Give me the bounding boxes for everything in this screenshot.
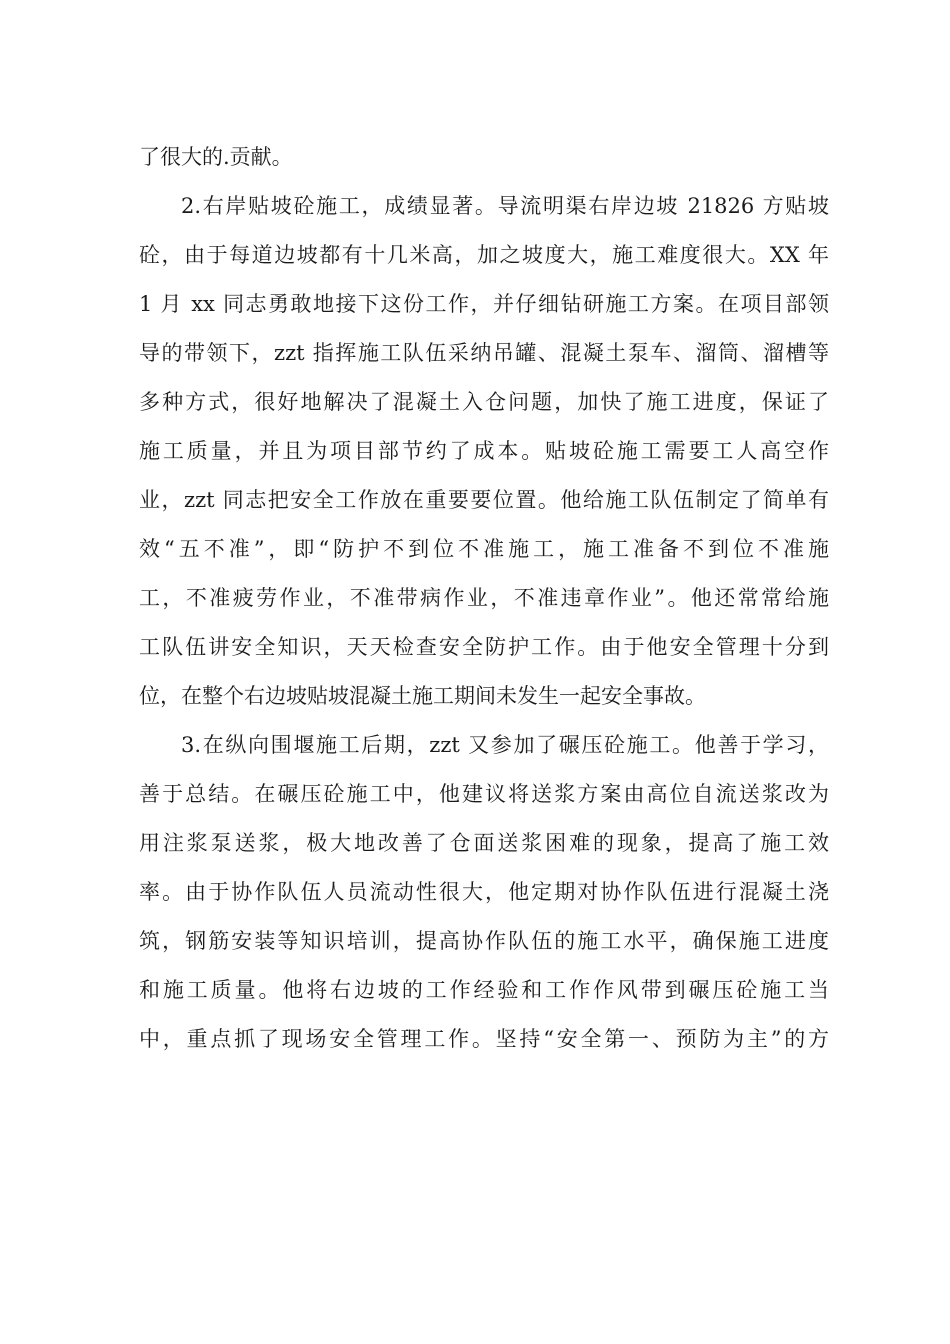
text-line: 3.在纵向围堰施工后期，zzt 又参加了碾压砼施工。他善于学习， [181, 733, 829, 757]
text-line: 多种方式，很好地解决了混凝土入仓问题，加快了施工进度，保证了 [139, 390, 829, 414]
text-line: 工队伍讲安全知识，天天检查安全防护工作。由于他安全管理十分到 [139, 635, 829, 659]
text-line: 业，zzt 同志把安全工作放在重要要位置。他给施工队伍制定了简单有 [139, 488, 829, 512]
text-line: 善于总结。在碾压砼施工中，他建议将送浆方案由高位自流送浆改为 [139, 782, 829, 806]
text-line: 筑，钢筋安装等知识培训，提高协作队伍的施工水平，确保施工进度 [139, 929, 829, 953]
text-line: 中，重点抓了现场安全管理工作。坚持“安全第一、预防为主”的方 [139, 1027, 829, 1051]
document-body [139, 133, 829, 1064]
text-line: 率。由于协作队伍人员流动性很大，他定期对协作队伍进行混凝土浇 [139, 880, 829, 904]
text-line: 位，在整个右边坡贴坡混凝土施工期间未发生一起安全事故。 [139, 684, 706, 708]
text-line: 了很大的.贡献。 [139, 145, 293, 169]
text-line: 2.右岸贴坡砼施工，成绩显著。导流明渠右岸边坡 21826 方贴坡 [181, 194, 829, 218]
text-line: 工，不准疲劳作业，不准带病作业，不准违章作业”。他还常常给施 [139, 586, 829, 610]
text-line: 砼，由于每道边坡都有十几米高，加之坡度大，施工难度很大。XX 年 [139, 243, 829, 267]
text-line: 和施工质量。他将右边坡的工作经验和工作作风带到碾压砼施工当 [139, 978, 829, 1002]
text-line: 施工质量，并且为项目部节约了成本。贴坡砼施工需要工人高空作 [139, 439, 829, 463]
text-line: 1 月 xx 同志勇敢地接下这份工作，并仔细钻研施工方案。在项目部领 [139, 292, 829, 316]
text-line: 效“五不准”，即“防护不到位不准施工，施工准备不到位不准施 [139, 537, 829, 561]
text-line: 用注浆泵送浆，极大地改善了仓面送浆困难的现象，提高了施工效 [139, 831, 829, 855]
text-line: 导的带领下，zzt 指挥施工队伍采纳吊罐、混凝土泵车、溜筒、溜槽等 [139, 341, 829, 365]
